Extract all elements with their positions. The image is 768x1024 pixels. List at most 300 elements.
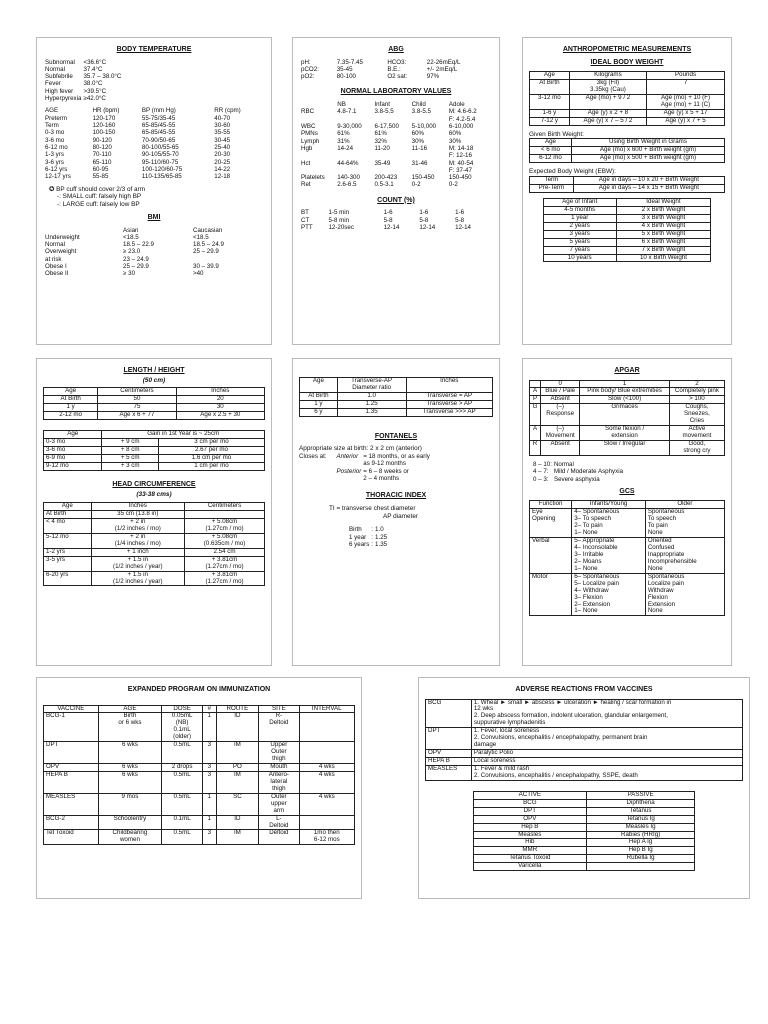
table-cell (301, 152, 337, 159)
column-header: INTERVAL (299, 705, 354, 713)
table-row (533, 461, 625, 468)
infant-weight-table (543, 198, 712, 263)
table-cell: 65-110 (92, 158, 112, 166)
table-cell: : (371, 541, 374, 549)
table-header-row (45, 107, 263, 114)
table-cell: 1-3 yrs (45, 151, 64, 159)
table-row (44, 571, 265, 586)
table-cell: 5 years (543, 238, 616, 246)
table-cell: Subnormal (45, 58, 75, 66)
table-cell: MMR (473, 847, 586, 855)
bmi-title: BMI (147, 213, 161, 221)
table-row (45, 166, 263, 173)
table-row (45, 122, 263, 129)
table-cell: 11-16 (411, 144, 428, 152)
table-cell: 50 (98, 396, 176, 404)
column-header: Infant (374, 101, 390, 108)
table-cell: 5-10,000 (411, 122, 437, 130)
column-header: Adole (448, 101, 465, 108)
table-cell: HEPA B (426, 758, 472, 766)
table-row (301, 59, 491, 66)
table-cell: At Birth (300, 392, 338, 400)
table-row (301, 138, 491, 145)
column-header: RR (cpm) (214, 107, 241, 115)
table-cell: Measles (473, 831, 586, 839)
table-row (543, 246, 711, 254)
column-header: 1 (580, 380, 670, 388)
table-cell: OPV (426, 750, 472, 758)
column-header: Inches (91, 503, 185, 511)
table-row (45, 173, 263, 180)
column-header: Ideal Weight (616, 198, 711, 206)
table-cell: 10 years (543, 254, 616, 262)
table-cell: 61% (337, 130, 350, 138)
table-row (44, 533, 265, 548)
table-cell: Age in days – 14 x 15 + Birth Weight (573, 185, 724, 193)
table-cell: 100-120/60-75 (141, 165, 183, 173)
table-row (44, 454, 265, 462)
table-row (301, 167, 491, 174)
table-cell: 6 wks (98, 742, 161, 764)
table-cell: Paralytic Polio (471, 750, 742, 758)
table-cell: 4.8-7.1 (337, 108, 357, 116)
table-cell: 1.35 (337, 408, 406, 416)
ebw-table (529, 176, 725, 193)
column-header: AGE (45, 107, 59, 115)
column-header (301, 101, 337, 108)
table-row (45, 263, 263, 270)
table-cell: 90-120 (92, 136, 112, 144)
column-header: Caucasian (193, 226, 223, 234)
table-cell: 1 y (44, 404, 98, 412)
length-title: LENGTH / HEIGHT (123, 367, 185, 374)
table-cell: 3 cm per mo (158, 439, 264, 447)
table-cell: 6-9 mo (44, 454, 102, 462)
table-cell: 30-45 (214, 136, 231, 144)
table-cell: 5-8 (383, 216, 393, 224)
table-cell: < 6 mo (530, 147, 572, 155)
table-cell (299, 742, 354, 764)
ibw-table (529, 71, 725, 126)
table-cell: Fever (45, 80, 61, 88)
table-cell: IM (216, 771, 259, 793)
table-cell: 3-6 mo (45, 136, 65, 144)
table-cell: 18.5 – 24.9 (193, 241, 224, 249)
column-header: Using Birth Weight in Grams (571, 139, 724, 147)
table-cell (412, 116, 449, 123)
table-row (44, 764, 355, 772)
table-cell: 5-8 (455, 216, 465, 224)
table-cell: Deltoid (259, 830, 299, 845)
table-cell (299, 713, 354, 742)
table-cell: Transverse > AP (406, 400, 493, 408)
thoracic-title: THORACIC INDEX (365, 492, 427, 500)
table-cell (412, 167, 449, 174)
table-cell: 6-20 yrs (44, 571, 92, 586)
table-cell: 90-105/55-70 (141, 151, 179, 159)
table-cell: PMNs (301, 130, 318, 138)
anthro-title: ANTHROPOMETRIC MEASUREMENTS (562, 46, 692, 53)
column-header: Pounds (647, 72, 725, 80)
table-row (473, 823, 695, 831)
table-cell: 31-46 (411, 159, 428, 167)
adverse-title: ADVERSE REACTIONS FROM VACCINES (515, 686, 653, 693)
table-cell: Tetanus (586, 807, 694, 815)
table-cell (301, 116, 337, 123)
table-cell: F: 12-16 (448, 152, 472, 160)
table-cell: Transverse = AP (406, 392, 493, 400)
column-header: Gain in 1st Year is ~ 25cm (102, 431, 265, 439)
table-cell: 12-17 yrs (45, 173, 71, 181)
table-cell: Hyperpyrexia (45, 95, 82, 103)
table-cell (337, 152, 374, 159)
given-table (529, 138, 725, 163)
table-row (543, 238, 711, 246)
table-cell (586, 863, 694, 871)
table-cell: 14-22 (214, 165, 231, 173)
table-cell: Age (y) x 7 – 5 / 2 (569, 117, 646, 125)
table-row (473, 855, 695, 863)
table-cell: Normal (45, 241, 65, 249)
adverse-table (425, 699, 743, 781)
table-cell: 3-12 mo (530, 94, 570, 109)
table-cell: + 9 cm (102, 439, 159, 447)
table-cell: 3 (203, 830, 217, 845)
table-row (45, 137, 263, 144)
table-cell: Antero- lateral thigh (259, 771, 299, 793)
table-cell: Tet Toxoid (44, 830, 99, 845)
table-cell: PO (216, 764, 259, 772)
count-title: COUNT (%) (377, 196, 415, 204)
table-cell: 1 y (300, 400, 338, 408)
table-row (45, 151, 263, 158)
table-cell: Ret (301, 181, 311, 189)
table-cell: Birth or 6 wks (98, 713, 161, 742)
table-cell: 2 years (543, 222, 616, 230)
bmi-table (45, 227, 263, 278)
table-cell: 3kg (Fil) 3.35kg (Cau) (569, 80, 646, 95)
table-cell: 5 x Birth Weight (616, 230, 711, 238)
table-cell: Local soreness (471, 758, 742, 766)
bp-large: -: LARGE cuff: falsely low BP (57, 201, 140, 209)
table-cell: Birth (349, 526, 362, 534)
table-row (473, 815, 695, 823)
table-cell: (–) Response (541, 404, 580, 426)
table-cell: 7-12 y (530, 117, 570, 125)
table-cell: <18.5 (193, 233, 209, 241)
table-cell: 0.5-3.1 (374, 181, 394, 189)
table-cell: 6-17,500 (374, 122, 399, 130)
table-cell: 4 wks (299, 771, 354, 793)
table-cell: 31% (337, 137, 350, 145)
table-row (426, 699, 743, 728)
table-cell: Good, strong cry (669, 441, 724, 456)
table-row (349, 541, 389, 548)
table-cell: 5-12 mo (44, 533, 92, 548)
column-header: Age (530, 72, 570, 80)
column-header: Asian (123, 226, 139, 234)
table-cell: + 5.08cm (1.27cm / mo) (185, 519, 265, 534)
table-cell: Hgb (301, 144, 313, 152)
table-cell: Age (mo) x 500 + Birth weight (gm) (571, 155, 724, 163)
table-cell: 22-26mEq/L (426, 58, 461, 66)
table-cell: <36.6°C (83, 58, 107, 66)
epi-title: EXPANDED PROGRAM ON IMMUNIZATION (127, 686, 271, 693)
table-cell: <18.5 (123, 233, 139, 241)
column-header: Age (530, 139, 572, 147)
table-cell: 140-300 (337, 174, 360, 182)
table-cell: 6-12 yrs (45, 165, 68, 173)
table-cell: 3 (203, 771, 217, 793)
table-cell: >40 (193, 270, 204, 278)
table-cell: 1.25 (375, 533, 388, 541)
table-cell: R- Deltoid (259, 713, 299, 742)
length-table (43, 387, 265, 420)
table-cell: 38.0°C (83, 80, 103, 88)
table-cell: M: 40-54 (448, 159, 474, 167)
table-cell: + 3.81cm (1.27cm / mo) (185, 556, 265, 571)
table-cell: 30 – 39.9 (193, 263, 219, 271)
table-cell: ID (216, 713, 259, 742)
table-cell: 2-12 mo (44, 412, 98, 420)
table-cell: 120-170 (92, 114, 116, 122)
abg-card (292, 37, 500, 345)
table-row (44, 815, 355, 830)
table-cell: 6 y (300, 408, 338, 416)
table-cell: pCO2: (301, 65, 319, 73)
table-cell: 1 (203, 815, 217, 830)
table-cell (299, 815, 354, 830)
table-row (301, 152, 491, 159)
table-cell: 5– Appropriate 4– Inconsolable 3– Irritable 2– Moans 1– None (572, 538, 646, 574)
table-cell: 30% (448, 137, 462, 145)
column-header: Older (645, 501, 724, 509)
table-cell: 1-6 y (530, 109, 570, 117)
column-header: DOSE (162, 705, 203, 713)
temp-table (45, 59, 123, 103)
table-row (301, 174, 491, 181)
table-cell: R (530, 441, 541, 456)
table-cell: 30% (411, 137, 425, 145)
table-cell: SC (216, 793, 259, 815)
table-cell: 1. Wheal ► small ► abscess ► ulceration ► healing / scar formation in 12 wks 2. Deep abscess formation, indolent ulceration, glandular enlargement, suppurative lymphadenitis (471, 699, 742, 728)
table-cell: Platelets (301, 174, 325, 182)
table-row (301, 66, 491, 73)
table-cell: 5-8 min (328, 216, 350, 224)
column-header: # (203, 705, 217, 713)
table-cell: 8 – 10: (533, 460, 552, 468)
table-cell: + 3.81cm (1.27cm / mo) (185, 571, 265, 586)
table-cell: 60% (448, 130, 462, 138)
table-row (530, 94, 725, 109)
table-cell: Obese II (45, 270, 69, 278)
apgar-score (533, 461, 625, 483)
table-cell: 44-64% (337, 159, 359, 167)
table-cell: 1.0 (375, 526, 384, 534)
body-temp-title: BODY TEMPERATURE (116, 46, 192, 53)
table-cell: Varicella (473, 863, 586, 871)
table-cell: F: 37-47 (448, 166, 472, 174)
table-cell: Normal (45, 65, 65, 73)
table-row (473, 807, 695, 815)
table-cell: Absent (541, 441, 580, 456)
table-cell: Hep B Ig (586, 847, 694, 855)
table-cell: Coughs, Sneezes, Cries (669, 404, 724, 426)
column-header: Age (300, 378, 338, 393)
table-cell: 23 – 24.9 (123, 255, 149, 263)
table-cell: DPT (44, 742, 99, 764)
table-cell: WBC (301, 122, 316, 130)
table-cell: At Birth (530, 80, 570, 95)
table-row (533, 468, 625, 475)
table-cell: > 100 (669, 396, 724, 404)
table-row (530, 509, 725, 538)
table-row (45, 66, 123, 73)
table-cell: A (530, 388, 541, 396)
table-row (543, 222, 711, 230)
table-cell: 0 – 3: (533, 475, 549, 483)
table-cell: 95-110/60-75 (141, 158, 179, 166)
table-cell: Age (y) x 2 + 8 (569, 109, 646, 117)
table-cell: 4 – 7: (533, 468, 549, 476)
table-cell: 35-45 (336, 65, 353, 73)
table-cell: 35 cm (13.8 in) (91, 511, 185, 519)
column-header: BP (mm Hg) (141, 107, 176, 115)
table-cell: 11-20 (374, 144, 390, 152)
table-cell: 35-55 (214, 129, 231, 137)
anterior-value: = 18 months, or as early as 9-12 months (363, 453, 430, 468)
table-cell (374, 167, 411, 174)
table-cell: 10 x Birth Weight (616, 254, 711, 262)
table-cell: 75 (98, 404, 176, 412)
table-cell: + 2 in (1/4 inches / mo) (91, 533, 185, 548)
column-header: Age (44, 431, 102, 439)
table-cell: Blue / Pale (541, 388, 580, 396)
fontanel-close (299, 453, 432, 482)
table-row (543, 214, 711, 222)
fontanels-title: FONTANELS (374, 432, 418, 440)
table-cell: Term (45, 122, 59, 130)
table-cell: F: 4.2-5.4 (448, 115, 476, 123)
hc-title: HEAD CIRCUMFERENCE (112, 480, 196, 488)
table-row (530, 155, 725, 163)
table-cell: Age (mo) + 10 (F) Age (mo) + 11 (C) (647, 94, 725, 109)
table-cell: Hct (301, 159, 311, 167)
table-row (300, 408, 493, 416)
table-cell: 7 x Birth Weight (616, 246, 711, 254)
fontanels-card (292, 358, 500, 666)
table-row (45, 95, 123, 102)
table-cell: DPT (426, 728, 472, 750)
table-cell: : (371, 526, 374, 534)
table-cell: PTT (301, 223, 313, 231)
table-cell: 0.1mL (162, 815, 203, 830)
table-cell: 20-25 (214, 158, 231, 166)
table-header-row (44, 431, 265, 439)
table-cell: Mild / Moderate Asphyxia (553, 468, 624, 476)
table-cell: + 3 cm (102, 462, 159, 470)
table-cell: Age (y) x 5 + 17 (647, 109, 725, 117)
column-header: Centimeters (98, 388, 176, 396)
table-cell: BCG (426, 699, 472, 728)
table-cell: pH: (301, 58, 311, 66)
table-cell: 80-100/55-65 (141, 143, 179, 151)
table-cell: +/- 2mEq/L (426, 65, 458, 73)
table-cell: 60-95 (92, 165, 109, 173)
table-cell: Rubella Ig (586, 855, 694, 863)
table-cell: 70-110 (92, 151, 112, 159)
table-cell: At Birth (44, 511, 92, 519)
ti-table (349, 526, 389, 548)
table-cell: O2 sat: (387, 73, 408, 81)
table-row (473, 799, 695, 807)
column-header: Kilograms (569, 72, 646, 80)
table-cell: 2.6-6.5 (337, 181, 357, 189)
table-cell: 6– Spontaneous 5– Localize pain 4– Withdraw 3– Flexion 2– Extension 1– None (572, 573, 646, 616)
table-row (301, 160, 491, 167)
table-cell (337, 167, 374, 174)
table-cell: 1 year (349, 533, 367, 541)
table-row (530, 538, 725, 574)
posterior-value: = 6 – 8 weeks or 2 – 4 months (363, 467, 409, 482)
table-cell: Severe asphyxia (553, 475, 600, 483)
table-cell: + 8 cm (102, 446, 159, 454)
table-cell: 1 (203, 793, 217, 815)
table-cell: RBC (301, 108, 315, 116)
table-cell: BCG-2 (44, 815, 99, 830)
epi-table (43, 705, 355, 846)
table-cell: IM (216, 742, 259, 764)
fontanel-size: Appropriate size at birth: 2 x 2 cm (anterior) (299, 445, 422, 453)
table-cell: 150-450 (411, 174, 435, 182)
table-cell: 3 (203, 742, 217, 764)
lab-title: NORMAL LABORATORY VALUES (340, 88, 452, 96)
table-row (530, 109, 725, 117)
table-row (45, 234, 263, 241)
table-cell: Age (mo) + 9 / 2 (569, 94, 646, 109)
table-row (530, 185, 725, 193)
table-cell: 1 year (543, 214, 616, 222)
table-cell (374, 152, 411, 159)
table-cell: 3-6 mo (44, 446, 102, 454)
table-cell (337, 116, 374, 123)
table-cell: Schoolentry (98, 815, 161, 830)
table-cell: 2.54 cm (185, 548, 265, 556)
table-row (301, 73, 491, 80)
table-row (530, 441, 725, 456)
table-row (301, 123, 491, 130)
table-cell: 110-135/65-85 (141, 173, 182, 181)
posterior-label: Posterior (336, 467, 362, 475)
table-cell: Rabies (HRIg) (586, 831, 694, 839)
column-header: HR (bpm) (92, 107, 120, 115)
table-row (530, 573, 725, 616)
table-cell: HEPA B (44, 771, 99, 793)
table-row (473, 831, 695, 839)
table-cell: 60% (411, 130, 425, 138)
table-cell: Outer upper arm (259, 793, 299, 815)
column-header: AGE (98, 705, 161, 713)
table-cell: 3.8-5.5 (411, 108, 431, 116)
table-cell: 4-5 months (543, 206, 616, 214)
table-row (473, 839, 695, 847)
table-row (301, 145, 491, 152)
table-row (530, 404, 725, 426)
table-row (301, 108, 491, 115)
gcs-table (529, 500, 725, 616)
table-cell: 61% (374, 130, 387, 138)
table-row (473, 847, 695, 855)
